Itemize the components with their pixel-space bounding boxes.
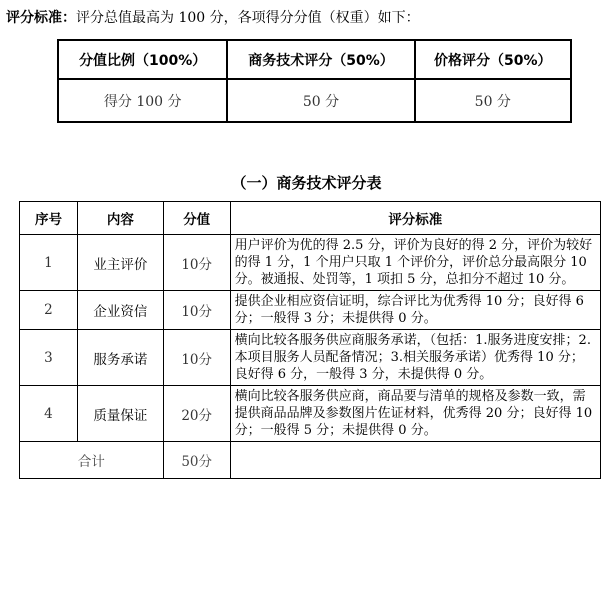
weights-header-price: 价格评分（50%） [415,40,571,79]
table-row [20,386,601,442]
row-no: 2 [20,291,78,330]
row-score: 10分 [163,235,230,291]
row-criteria: 横向比较各服务供应商，商品要与清单的规格及参数一致，需提供商品品牌及参数图片佐证材料，优秀得 20 分；良好得 10 分；一般得 5 分；未提供得 0 分。 [230,386,600,442]
row-no: 1 [20,235,78,291]
table-row [20,291,601,330]
weights-value-row [58,79,571,122]
weights-header-business: 商务技术评分（50%） [227,40,414,79]
weights-header-row [58,40,571,79]
total-value: 50分 [163,442,230,479]
row-content: 质量保证 [77,386,163,442]
row-content: 企业资信 [77,291,163,330]
header-no: 序号 [20,202,78,235]
row-score: 20分 [163,386,230,442]
weights-header-total: 分值比例（100%） [58,40,227,79]
weights-value-total: 得分 100 分 [58,79,227,122]
total-label: 合计 [20,442,164,479]
weights-value-business: 50 分 [227,79,414,122]
header-content: 内容 [77,202,163,235]
total-row [20,442,601,479]
scoring-standard-text: 评分总值最高为 100 分，各项得分分值（权重）如下： [76,10,420,26]
row-no: 4 [20,386,78,442]
row-criteria: 横向比较各服务供应商服务承诺，（包括：1.服务进度安排；2.本项目服务人员配备情况；3.相关服务承诺）优秀得 10 分；良好得 6 分，一般得 3 分，未提供得 0 分。 [230,330,600,386]
scoring-standard-label: 评分标准： [6,10,76,26]
row-content: 业主评价 [77,235,163,291]
row-no: 3 [20,330,78,386]
table-row [20,235,601,291]
table-row [20,330,601,386]
score-table-header [20,202,601,235]
row-criteria: 用户评价为优的得 2.5 分，评价为良好的得 2 分，评价为较好的得 1 分，1 个用户只取 1 个评价分，评价总分最高限分 10 分。被通报、处罚等，1 项扣 5 分，总扣分不超过 10 分。 [230,235,600,291]
row-score: 10分 [163,291,230,330]
row-content: 服务承诺 [77,330,163,386]
weights-value-price: 50 分 [415,79,571,122]
row-criteria: 提供企业相应资信证明，综合评比为优秀得 10 分；良好得 6 分；一般得 3 分；未提供得 0 分。 [230,291,600,330]
scoring-standard-intro [6,7,420,27]
header-score: 分值 [163,202,230,235]
score-table [19,201,601,479]
section-title: （一）商务技术评分表 [231,174,382,192]
total-empty-cell [230,442,600,479]
weights-table [57,39,572,123]
row-score: 10分 [163,330,230,386]
header-criteria: 评分标准 [230,202,600,235]
